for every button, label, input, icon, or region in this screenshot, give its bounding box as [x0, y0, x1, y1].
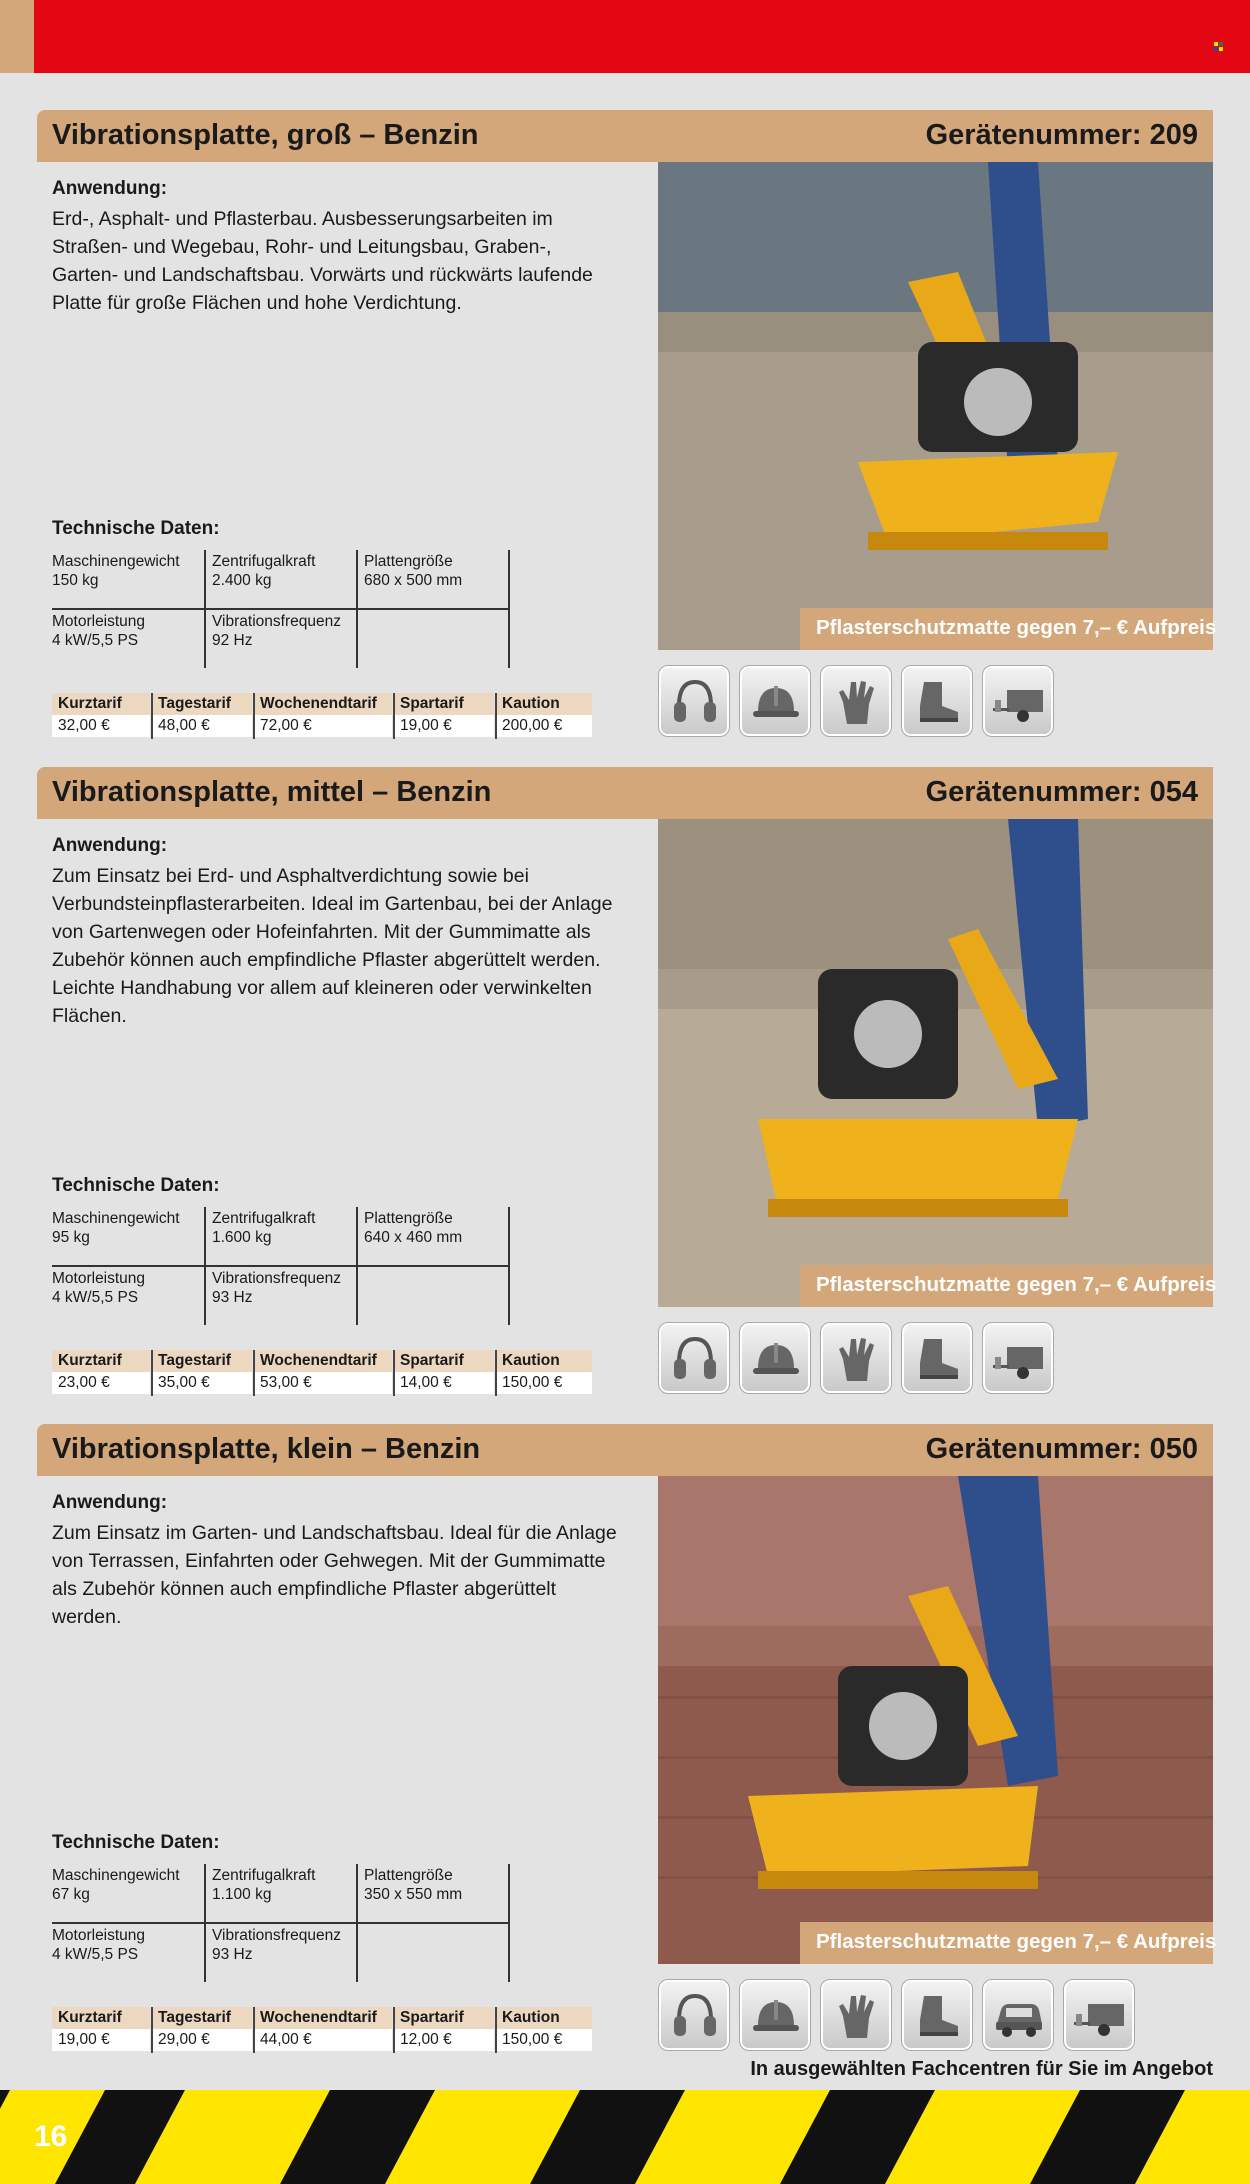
price-column-deposit — [496, 693, 592, 739]
product-title-bar — [37, 1424, 1213, 1476]
price-value: 23,00 € — [52, 1372, 150, 1394]
price-header: Spartarif — [394, 2007, 494, 2029]
price-column-deposit — [496, 2007, 592, 2053]
product-title: Vibrationsplatte, mittel – Benzin — [52, 776, 492, 808]
spec-plate-size: Plattengröße 640 x 460 mm — [364, 1210, 463, 1246]
product-photo-scene — [658, 819, 1213, 1307]
spec-engine-power: Motorleistung 4 kW/5,5 PS — [52, 1927, 146, 1963]
price-column-short — [52, 1350, 150, 1396]
price-column-deposit — [496, 1350, 592, 1396]
ear-protection-icon — [658, 665, 730, 737]
price-column-weekend — [254, 2007, 392, 2053]
product-photo — [658, 162, 1213, 650]
car-icon — [982, 1979, 1054, 2051]
hard-hat-icon — [739, 1322, 811, 1394]
price-column-day — [152, 1350, 252, 1396]
price-table — [52, 1350, 592, 1396]
price-header: Kaution — [496, 693, 592, 715]
price-column-saver — [394, 2007, 494, 2053]
application-heading: Anwendung: — [52, 178, 168, 199]
spec-vibration-frequency: Vibrationsfrequenz 93 Hz — [212, 1927, 341, 1963]
price-column-weekend — [254, 1350, 392, 1396]
price-header: Wochenendtarif — [254, 2007, 392, 2029]
price-column-day — [152, 2007, 252, 2053]
device-number: Gerätenummer: 050 — [925, 1433, 1198, 1465]
device-number: Gerätenummer: 054 — [925, 776, 1198, 808]
work-glove-icon — [820, 1979, 892, 2051]
price-value: 150,00 € — [496, 1372, 592, 1394]
hard-hat-icon — [739, 665, 811, 737]
price-header: Tagestarif — [152, 2007, 252, 2029]
price-value: 53,00 € — [254, 1372, 392, 1394]
price-value: 12,00 € — [394, 2029, 494, 2051]
safety-boot-icon — [901, 1322, 973, 1394]
trailer-icon — [1063, 1979, 1135, 2051]
price-header: Wochenendtarif — [254, 693, 392, 715]
product-title: Vibrationsplatte, groß – Benzin — [52, 119, 479, 151]
product-title: Vibrationsplatte, klein – Benzin — [52, 1433, 481, 1465]
spec-centrifugal-force: Zentrifugalkraft 1.100 kg — [212, 1867, 316, 1903]
price-value: 19,00 € — [394, 715, 494, 737]
spec-engine-power: Motorleistung 4 kW/5,5 PS — [52, 1270, 146, 1306]
trailer-icon — [982, 665, 1054, 737]
spec-vibration-frequency: Vibrationsfrequenz 93 Hz — [212, 1270, 341, 1306]
price-header: Kurztarif — [52, 2007, 150, 2029]
product-title-bar — [37, 767, 1213, 819]
spec-centrifugal-force: Zentrifugalkraft 1.600 kg — [212, 1210, 316, 1246]
price-value: 35,00 € — [152, 1372, 252, 1394]
product-photo-scene — [658, 1476, 1213, 1964]
hard-hat-icon — [739, 1979, 811, 2051]
hazard-stripes — [0, 2090, 1250, 2184]
price-column-saver — [394, 1350, 494, 1396]
price-value: 150,00 € — [496, 2029, 592, 2051]
page-number: 16 — [34, 2120, 68, 2153]
price-table — [52, 2007, 592, 2053]
product-photo — [658, 1476, 1213, 1964]
spec-table — [52, 550, 510, 668]
ear-protection-icon — [658, 1322, 730, 1394]
price-header: Kaution — [496, 1350, 592, 1372]
technical-data-heading: Technische Daten: — [52, 1832, 220, 1853]
technical-data-heading: Technische Daten: — [52, 1175, 220, 1196]
price-value: 72,00 € — [254, 715, 392, 737]
spec-plate-size: Plattengröße 350 x 550 mm — [364, 1867, 463, 1903]
ear-protection-icon — [658, 1979, 730, 2051]
spec-table — [52, 1207, 510, 1325]
price-value: 32,00 € — [52, 715, 150, 737]
spec-table — [52, 1864, 510, 1982]
trailer-icon — [982, 1322, 1054, 1394]
work-glove-icon — [820, 1322, 892, 1394]
hazard-stripe-footer — [0, 2090, 1250, 2184]
product-section — [0, 110, 1250, 750]
price-header: Kurztarif — [52, 1350, 150, 1372]
device-number: Gerätenummer: 209 — [925, 119, 1198, 151]
product-description: Zum Einsatz bei Erd- und Asphaltverdichtung sowie bei Verbundsteinpflasterarbeiten. Ideal im Gartenbau, bei der Anlage von Gartenwegen oder Hofeinfahrten. Mit der Gummimatte als Zubehör können auch empfindliche Pflaster abgerüttelt werden. Leichte Handhabung vor allem auf kleineren oder verwinkelten Flächen. — [52, 865, 613, 1027]
work-glove-icon — [820, 665, 892, 737]
price-column-weekend — [254, 693, 392, 739]
spec-engine-power: Motorleistung 4 kW/5,5 PS — [52, 613, 146, 649]
price-header: Spartarif — [394, 1350, 494, 1372]
application-heading: Anwendung: — [52, 1492, 168, 1513]
price-column-day — [152, 693, 252, 739]
top-bar — [0, 0, 1250, 73]
product-section — [0, 1424, 1250, 2064]
safety-boot-icon — [901, 1979, 973, 2051]
price-value: 19,00 € — [52, 2029, 150, 2051]
product-section — [0, 767, 1250, 1407]
application-heading: Anwendung: — [52, 835, 168, 856]
price-header: Kaution — [496, 2007, 592, 2029]
safety-boot-icon — [901, 665, 973, 737]
price-value: 48,00 € — [152, 715, 252, 737]
footer-note: In ausgewählten Fachcentren für Sie im Angebot — [750, 2058, 1213, 2080]
mat-surcharge-badge: Pflasterschutzmatte gegen 7,– € Aufpreis — [800, 1265, 1213, 1307]
price-value: 200,00 € — [496, 715, 592, 737]
technical-data-heading: Technische Daten: — [52, 518, 220, 539]
product-photo-scene — [658, 162, 1213, 650]
mat-surcharge-badge: Pflasterschutzmatte gegen 7,– € Aufpreis — [800, 608, 1213, 650]
product-description: Erd-, Asphalt- und Pflasterbau. Ausbesserungsarbeiten im Straßen- und Wegebau, Rohr- und Leitungsbau, Graben-, Garten- und Landschaftsbau. Vorwärts und rückwärts laufende Platte für große Flächen und hohe Verdichtung. — [52, 208, 593, 314]
price-column-short — [52, 693, 150, 739]
price-value: 14,00 € — [394, 1372, 494, 1394]
color-dots-icon — [1214, 42, 1224, 52]
spec-weight: Maschinengewicht 67 kg — [52, 1867, 180, 1903]
spec-weight: Maschinengewicht 95 kg — [52, 1210, 180, 1246]
mat-surcharge-badge: Pflasterschutzmatte gegen 7,– € Aufpreis — [800, 1922, 1213, 1964]
price-value: 44,00 € — [254, 2029, 392, 2051]
product-description: Zum Einsatz im Garten- und Landschaftsbau. Ideal für die Anlage von Terrassen, Einfahrten oder Gehwegen. Mit der Gummimatte als Zubehör können auch empfindliche Pflaster abgerüttelt werden. — [52, 1522, 617, 1628]
price-header: Tagestarif — [152, 1350, 252, 1372]
spec-vibration-frequency: Vibrationsfrequenz 92 Hz — [212, 613, 341, 649]
price-column-short — [52, 2007, 150, 2053]
price-table — [52, 693, 592, 739]
spec-centrifugal-force: Zentrifugalkraft 2.400 kg — [212, 553, 316, 589]
price-value: 29,00 € — [152, 2029, 252, 2051]
top-bar-tab — [0, 0, 34, 73]
price-header: Kurztarif — [52, 693, 150, 715]
price-header: Spartarif — [394, 693, 494, 715]
product-photo — [658, 819, 1213, 1307]
spec-weight: Maschinengewicht 150 kg — [52, 553, 180, 589]
spec-plate-size: Plattengröße 680 x 500 mm — [364, 553, 463, 589]
price-header: Tagestarif — [152, 693, 252, 715]
price-column-saver — [394, 693, 494, 739]
price-header: Wochenendtarif — [254, 1350, 392, 1372]
product-title-bar — [37, 110, 1213, 162]
